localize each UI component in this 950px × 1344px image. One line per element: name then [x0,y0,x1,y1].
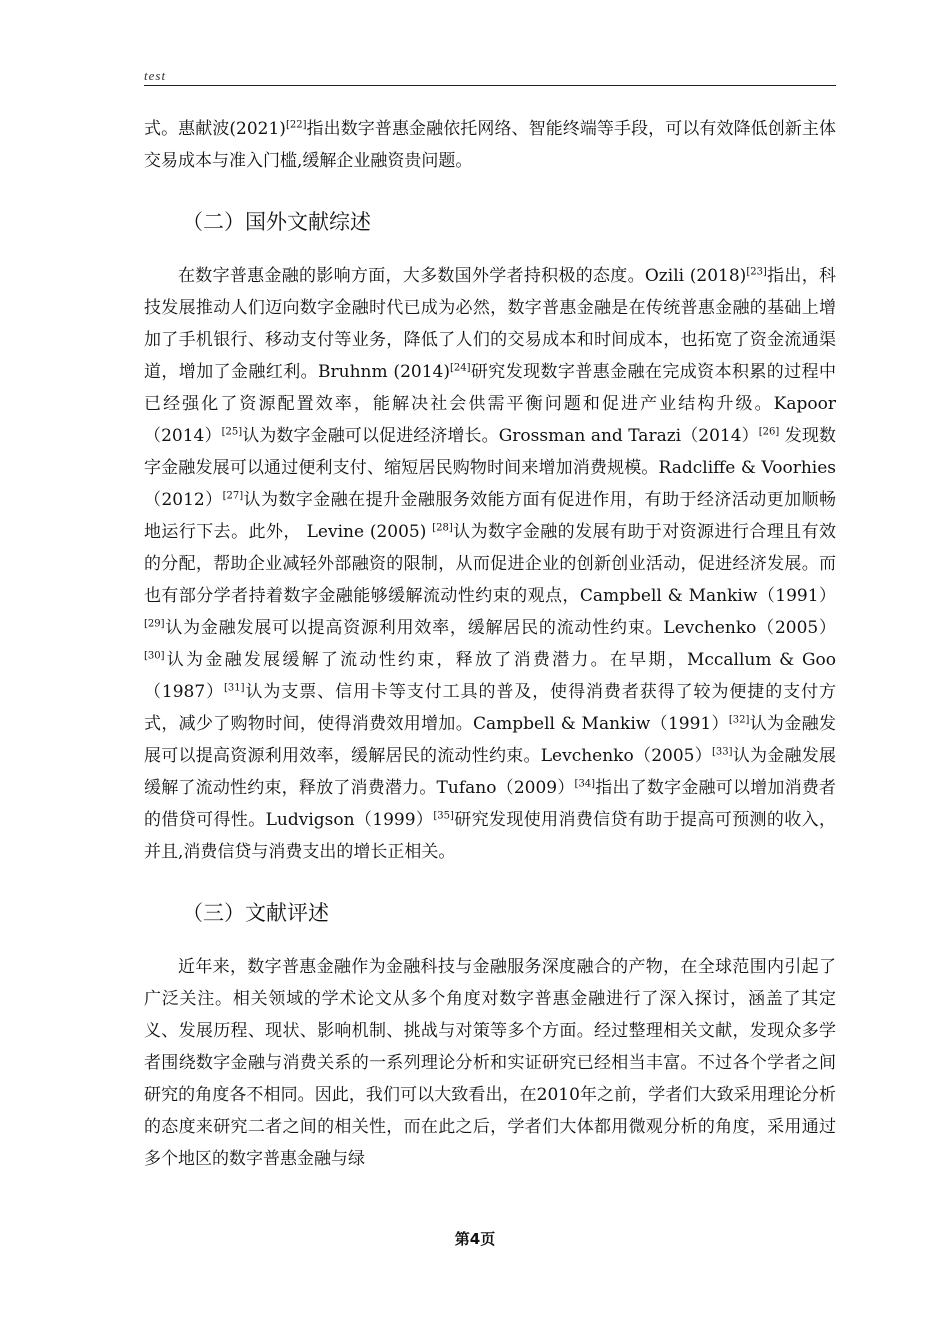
citation-23: [23] [746,266,767,278]
citation-24: [24] [449,362,471,374]
citation-25: [25] [221,426,243,438]
section-heading-literature-review: （三）文献评述 [182,901,329,925]
document-body [144,113,836,1175]
citation-28: [28] [432,522,453,534]
citation-27: [27] [222,490,244,502]
citation-22: [22] [285,119,307,131]
paragraph-literature-review: 近年来，数字普惠金融作为金融科技与金融服务深度融合的产物，在全球范围内引起了广泛关注。相关领域的学术论文从多个角度对数字普惠金融进行了深入探讨，涵盖了其定义、发展历程、现状、影响机制、挑战与对策等多个方面。经过整理相关文献，发现众多学者围绕数字金融与消费关系的一系列理论分析和实证研究已经相当丰富。不过各个学者之间研究的角度各不相同。因此，我们可以大致看出，在2010年之前，学者们大致采用理论分析的态度来研究二者之间的相关性，而在此之后，学者们大体都用微观分析的角度，采用通过多个地区的数字普惠金融与绿 [144,957,836,1169]
paragraph-foreign-literature: 在数字普惠金融的影响方面，大多数国外学者持积极的态度。Ozili (2018)[23]指出，科技发展推动人们迈向数字金融时代已成为必然，数字普惠金融是在传统普惠金融的基础上增加了手机银行、移动支付等业务，降低了人们的交易成本和时间成本，也拓宽了资金流通渠道，增加了金融红利。Bruhnm (2014)[24]研究发现数字普惠金融在完成资本积累的过程中已经强化了资源配置效率，能解决社会供需平衡问题和促进产业结构升级。Kapoor（2014）[25]认为数字金融可以促进经济增长。Grossman and Tarazi（2014）[26] 发现数字金融发展可以通过便利支付、缩短居民购物时间来增加消费规模。Radcliffe & Voorhies（2012）[27]认为数字金融在提升金融服务效能方面有促进作用，有助于经济活动更加顺畅地运行下去。此外， Levine (2005) [28]认为数字金融的发展有助于对资源进行合理且有效的分配，帮助企业减轻外部融资的限制，从而促进企业的创新创业活动，促进经济发展。而也有部分学者持着数字金融能够缓解流动性约束的观点，Campbell & Mankiw（1991）[29]认为金融发展可以提高资源利用效率，缓解居民的流动性约束。Levchenko（2005） [30]认为金融发展缓解了流动性约束，释放了消费潜力。在早期，Mccallum & Goo（1987）[31]认为支票、信用卡等支付工具的普及，使得消费者获得了较为便捷的支付方式，减少了购物时间，使得消费效用增加。Campbell & Mankiw（1991）[32]认为金融发展可以提高资源利用效率，缓解居民的流动性约束。Levchenko（2005）[33]认为金融发展缓解了流动性约束，释放了消费潜力。Tufano（2009）[34]指出了数字金融可以增加消费者的借贷可得性。Ludvigson（1999）[35]研究发现使用消费信贷有助于提高可预测的收入，并且,消费信贷与消费支出的增长正相关。 [144,266,837,862]
citation-31: [31] [224,682,245,694]
citation-26: [26] [758,426,780,438]
citation-30: [30] [144,650,165,662]
running-header: test [144,68,167,83]
section-heading-foreign-literature: （二）国外文献综述 [182,210,371,234]
citation-35: [35] [433,810,454,822]
citation-33: [33] [711,746,733,758]
paragraph-domestic-end: 式。惠献波(2021)[22]指出数字普惠金融依托网络、智能终端等手段，可以有效降低创新主体交易成本与准入门槛,缓解企业融资贵问题。 [144,119,836,171]
citation-32: [32] [728,714,750,726]
page-number: 第4页 [454,1230,496,1248]
citation-29: [29] [144,618,165,630]
header-divider [144,85,836,86]
citation-34: [34] [574,778,596,790]
